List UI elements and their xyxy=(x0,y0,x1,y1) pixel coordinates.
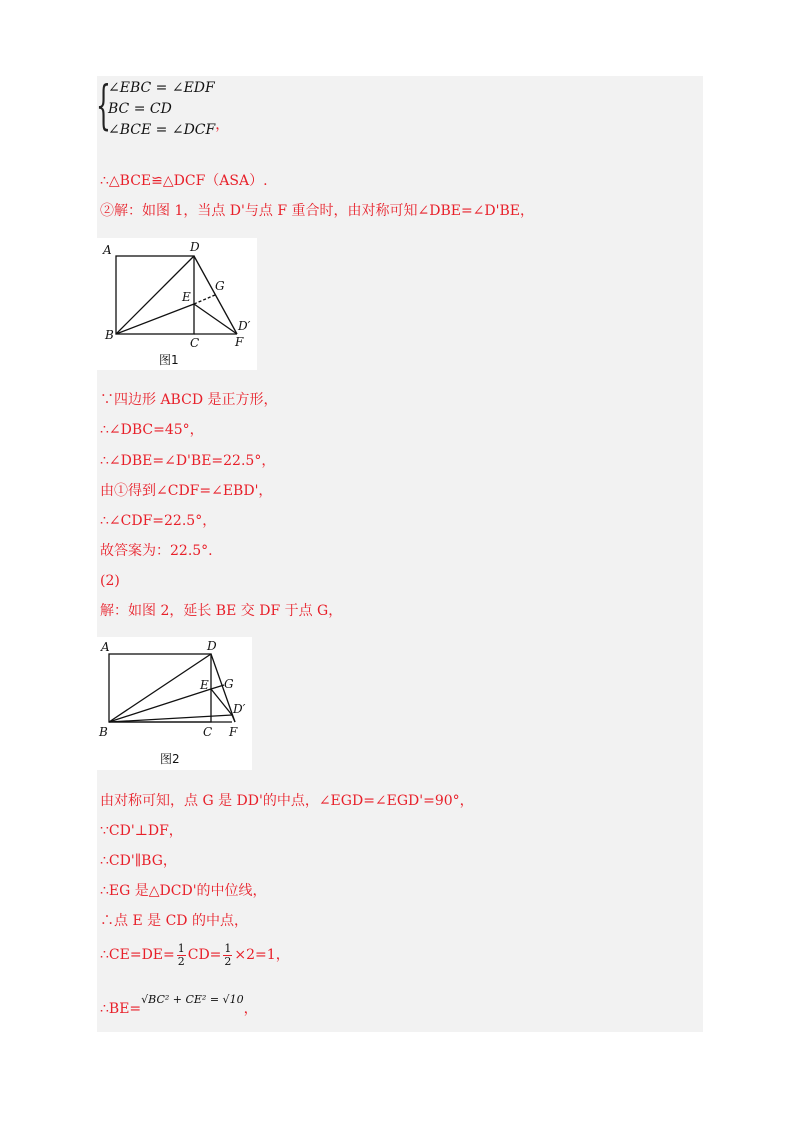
figure-2-caption: 图2 xyxy=(160,752,180,766)
step-be-end: ， xyxy=(243,1001,258,1017)
fig2-label-e: E xyxy=(200,678,209,692)
step-ce-de-end: ×2=1， xyxy=(234,947,290,963)
fig1-label-b: B xyxy=(105,328,114,342)
figure-1 xyxy=(97,238,257,370)
step-answer: 故答案为：22.5°. xyxy=(100,543,213,559)
fig2-label-c: C xyxy=(203,725,213,739)
step-midline: ∴EG 是△DCD'的中位线， xyxy=(100,883,267,899)
system-line-2: BC = CD xyxy=(108,101,172,117)
step-parallel: ∴CD'∥BG， xyxy=(100,853,177,869)
step-ce-de-mid: CD= xyxy=(187,947,222,963)
fig1-label-e: E xyxy=(182,290,191,304)
step-from-1: 由①得到∠CDF=∠EBD'， xyxy=(100,483,273,499)
fig1-label-d: D xyxy=(190,240,200,254)
fraction-2-denominator: 2 xyxy=(224,954,232,968)
part-2-intro: 解：如图 2，延长 BE 交 DF 于点 G， xyxy=(100,603,343,619)
fig2-label-dprime: D′ xyxy=(233,702,246,716)
step-be-start: ∴BE= xyxy=(100,1001,142,1017)
figure-1-drawing xyxy=(97,238,257,370)
fraction-half-1 xyxy=(177,943,186,968)
step-case-2-intro: ②解：如图 1，当点 D'与点 F 重合时，由对称可知∠DBE=∠D'BE， xyxy=(100,203,534,219)
fig2-label-f: F xyxy=(229,725,238,739)
step-square: ∵四边形 ABCD 是正方形， xyxy=(100,392,278,408)
step-congruence: ∴△BCE≌△DCF（ASA）. xyxy=(100,173,268,189)
fraction-2-numerator: 1 xyxy=(224,941,232,955)
left-brace: { xyxy=(96,76,111,136)
fig1-label-g: G xyxy=(215,279,225,293)
fig2-label-b: B xyxy=(99,725,108,739)
sqrt-expression: √BC² + CE² = √10 xyxy=(141,993,244,1006)
step-ce-de-start: ∴CE=DE= xyxy=(100,947,175,963)
step-angle-dbc: ∴∠DBC=45°， xyxy=(100,422,204,438)
system-tail: ， xyxy=(215,117,230,133)
step-ce-de xyxy=(100,942,290,968)
step-be xyxy=(100,993,258,1019)
fraction-1-numerator: 1 xyxy=(177,941,185,955)
fraction-1-denominator: 2 xyxy=(177,954,185,968)
step-midpoint: ∴点 E 是 CD 的中点， xyxy=(100,913,248,929)
step-angle-cdf: ∴∠CDF=22.5°， xyxy=(100,513,217,529)
fig1-label-a: A xyxy=(103,243,112,257)
figure-2-drawing xyxy=(97,637,252,770)
system-line-3 xyxy=(108,117,230,139)
fig2-label-a: A xyxy=(101,640,110,654)
step-perpendicular: ∵CD'⊥DF， xyxy=(100,823,183,839)
system-line-1: ∠EBC = ∠EDF xyxy=(108,80,215,96)
fig1-label-c: C xyxy=(190,336,200,350)
part-2-label: (2) xyxy=(100,573,120,589)
system-line-3-text: ∠BCE = ∠DCF xyxy=(108,122,216,138)
fig1-label-dprime: D′ xyxy=(238,319,251,333)
fig1-label-f: F xyxy=(235,335,244,349)
fraction-half-2 xyxy=(223,943,232,968)
fig2-label-g: G xyxy=(224,677,234,691)
fig2-label-d: D xyxy=(207,639,217,653)
step-angle-dbe: ∴∠DBE=∠D'BE=22.5°， xyxy=(100,453,276,469)
figure-1-caption: 图1 xyxy=(159,353,179,367)
step-symmetry: 由对称可知，点 G 是 DD'的中点，∠EGD=∠EGD'=90°， xyxy=(100,793,474,809)
figure-2 xyxy=(97,637,252,770)
